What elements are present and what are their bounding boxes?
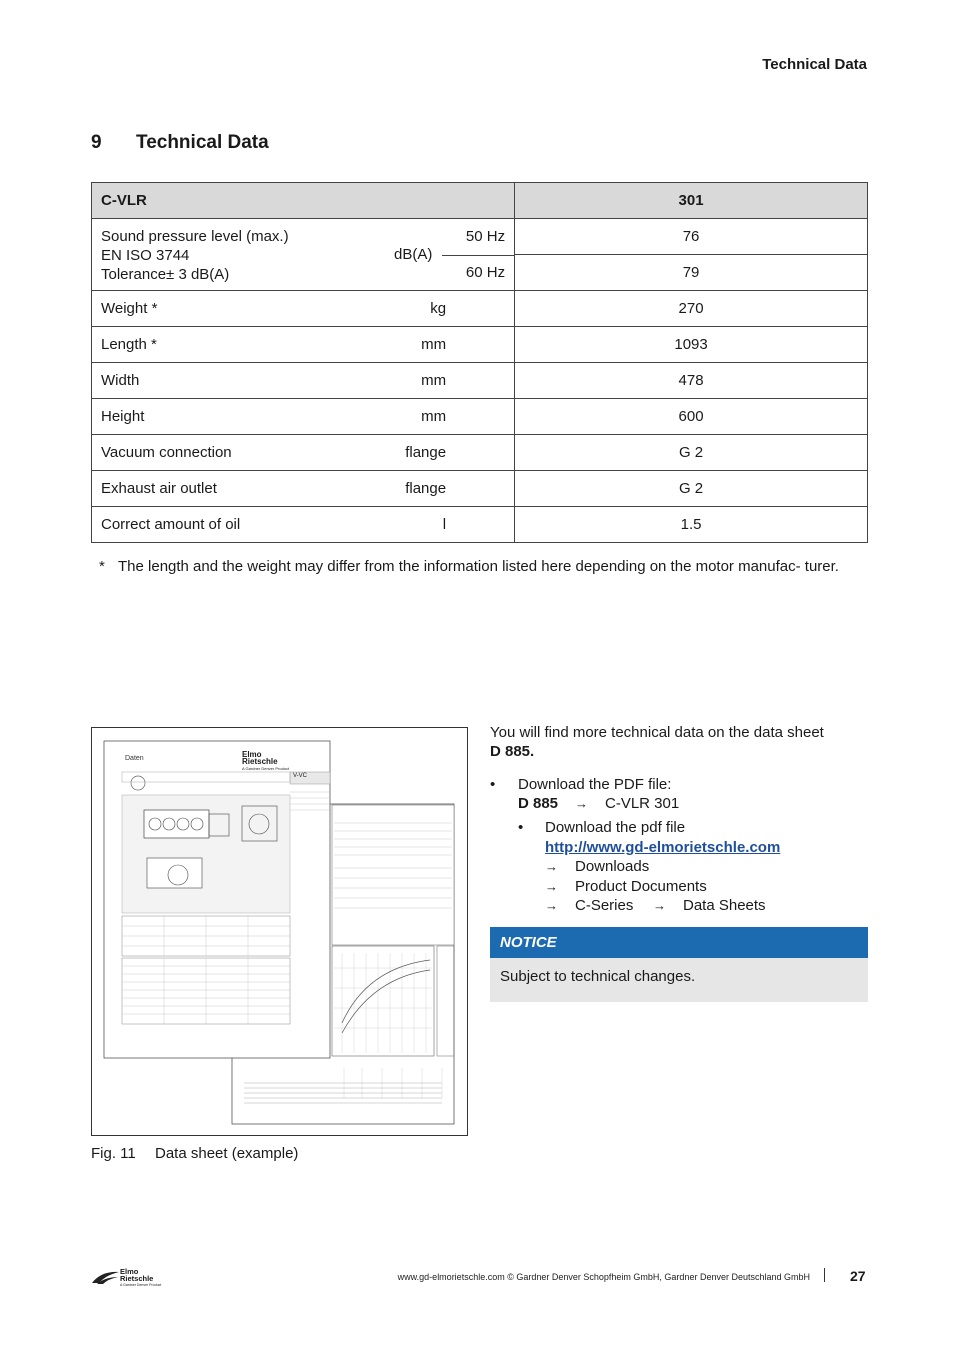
sound-60-value: 79: [515, 255, 868, 291]
pdf-target: C-VLR 301: [605, 795, 680, 812]
row-label: Height: [92, 399, 345, 435]
table-row: [92, 507, 868, 543]
figure-number: Fig. 11: [91, 1145, 136, 1162]
info-intro: You will find more technical data on the data sheet: [490, 724, 824, 741]
path-downloads: Downloads: [575, 858, 650, 875]
website-link[interactable]: http://www.gd-elmorietschle.com: [545, 838, 781, 856]
table-row-sound-50: [92, 219, 868, 255]
header-model: C-VLR: [92, 183, 515, 219]
data-sheet-illustration: [92, 728, 467, 1135]
row-unit: l: [344, 507, 515, 543]
arrow-icon: →: [545, 878, 558, 894]
info-text: [490, 723, 868, 761]
row-label: Width: [92, 363, 345, 399]
arrow-icon: →: [545, 859, 558, 874]
table-row: [92, 363, 868, 399]
sound-pressure-cell: [92, 219, 515, 291]
path-c-series: C-Series: [575, 897, 634, 914]
table-row: [92, 471, 868, 507]
running-head: Technical Data: [762, 56, 867, 73]
section-title: [91, 132, 269, 154]
table-row: [92, 435, 868, 471]
sheet-brand-line-2: Rietschle: [242, 757, 278, 766]
hz-50-label: 50 Hz: [465, 228, 506, 245]
download-file-label: Download the pdf file: [545, 819, 686, 836]
row-unit: mm: [344, 363, 515, 399]
hz-60-label: 60 Hz: [465, 264, 506, 281]
table-header-row: [92, 183, 868, 219]
notice-text: Subject to technical changes.: [490, 958, 868, 1002]
row-label: Correct amount of oil: [92, 507, 345, 543]
figure-caption-text: Data sheet (example): [155, 1145, 299, 1162]
row-label: Exhaust air outlet: [92, 471, 345, 507]
footer-text: [398, 1272, 810, 1282]
row-unit: mm: [344, 399, 515, 435]
sound-50-value: 76: [515, 219, 868, 255]
figure-data-sheet: [91, 727, 468, 1136]
row-value: G 2: [515, 435, 868, 471]
figure-caption: [91, 1145, 298, 1162]
arrow-icon: →: [653, 898, 666, 913]
row-value: 1093: [515, 327, 868, 363]
footer-divider: [824, 1268, 825, 1282]
footnote-text: The length and the weight may differ from the information listed here depending on the motor manufac- turer.: [118, 558, 839, 575]
footer-logo-sub: A Gardner Denver Product: [120, 1283, 162, 1287]
path-data-sheets: Data Sheets: [683, 897, 766, 914]
sheet-series: V-VC: [293, 773, 308, 779]
sheet-title: Daten: [125, 755, 144, 762]
hz-divider: [442, 255, 514, 256]
footnote: [99, 557, 859, 577]
row-unit: mm: [344, 327, 515, 363]
table-row: [92, 291, 868, 327]
footer-copyright: © Gardner Denver Schopfheim GmbH, Gardner Denver Deutschland GmbH: [507, 1272, 810, 1282]
footer-logo-line-1: Elmo: [120, 1267, 139, 1276]
sound-unit: dB(A): [394, 246, 433, 263]
arrow-icon: →: [545, 898, 558, 913]
page-number: 27: [850, 1268, 866, 1284]
section-number: 9: [91, 132, 102, 153]
logo-swoosh-icon: [91, 1269, 121, 1285]
sound-label-line: EN ISO 3744: [101, 247, 190, 264]
path-product-documents: Product Documents: [575, 877, 707, 895]
bullet-marker: •: [518, 819, 524, 836]
row-label: Weight *: [92, 291, 345, 327]
row-unit: flange: [344, 471, 515, 507]
sound-label-line: Sound pressure level (max.): [101, 228, 289, 245]
row-unit: kg: [344, 291, 515, 327]
row-value: 270: [515, 291, 868, 327]
row-label: Length *: [92, 327, 345, 363]
row-value: 600: [515, 399, 868, 435]
download-pdf-label: Download the PDF file:: [518, 776, 672, 793]
table-row: [92, 327, 868, 363]
sheet-brand-line-1: Elmo: [242, 750, 262, 759]
row-value: G 2: [515, 471, 868, 507]
sound-label-line: Tolerance± 3 dB(A): [101, 266, 230, 283]
notice-title: NOTICE: [490, 927, 868, 958]
row-value: 1.5: [515, 507, 868, 543]
row-unit: flange: [344, 435, 515, 471]
footer-website[interactable]: www.gd-elmorietschle.com: [397, 1272, 505, 1282]
arrow-icon: →: [575, 796, 588, 811]
footer-logo-line-2: Rietschle: [120, 1274, 154, 1283]
table-row: [92, 399, 868, 435]
bullet-marker: •: [490, 776, 496, 793]
sheet-brand-sub: A Gardner Denver Product: [242, 766, 290, 771]
footnote-marker: *: [99, 558, 105, 575]
section-title-text: Technical Data: [136, 132, 269, 153]
info-sheet-ref: D 885.: [490, 743, 535, 760]
header-size: 301: [515, 183, 868, 219]
technical-data-table: [91, 182, 868, 543]
bullet-download-file: [518, 818, 780, 916]
footer-logo: [91, 1266, 166, 1288]
row-value: 478: [515, 363, 868, 399]
bullet-download-pdf: [490, 775, 679, 813]
pdf-code: D 885: [518, 795, 559, 812]
row-label: Vacuum connection: [92, 435, 345, 471]
